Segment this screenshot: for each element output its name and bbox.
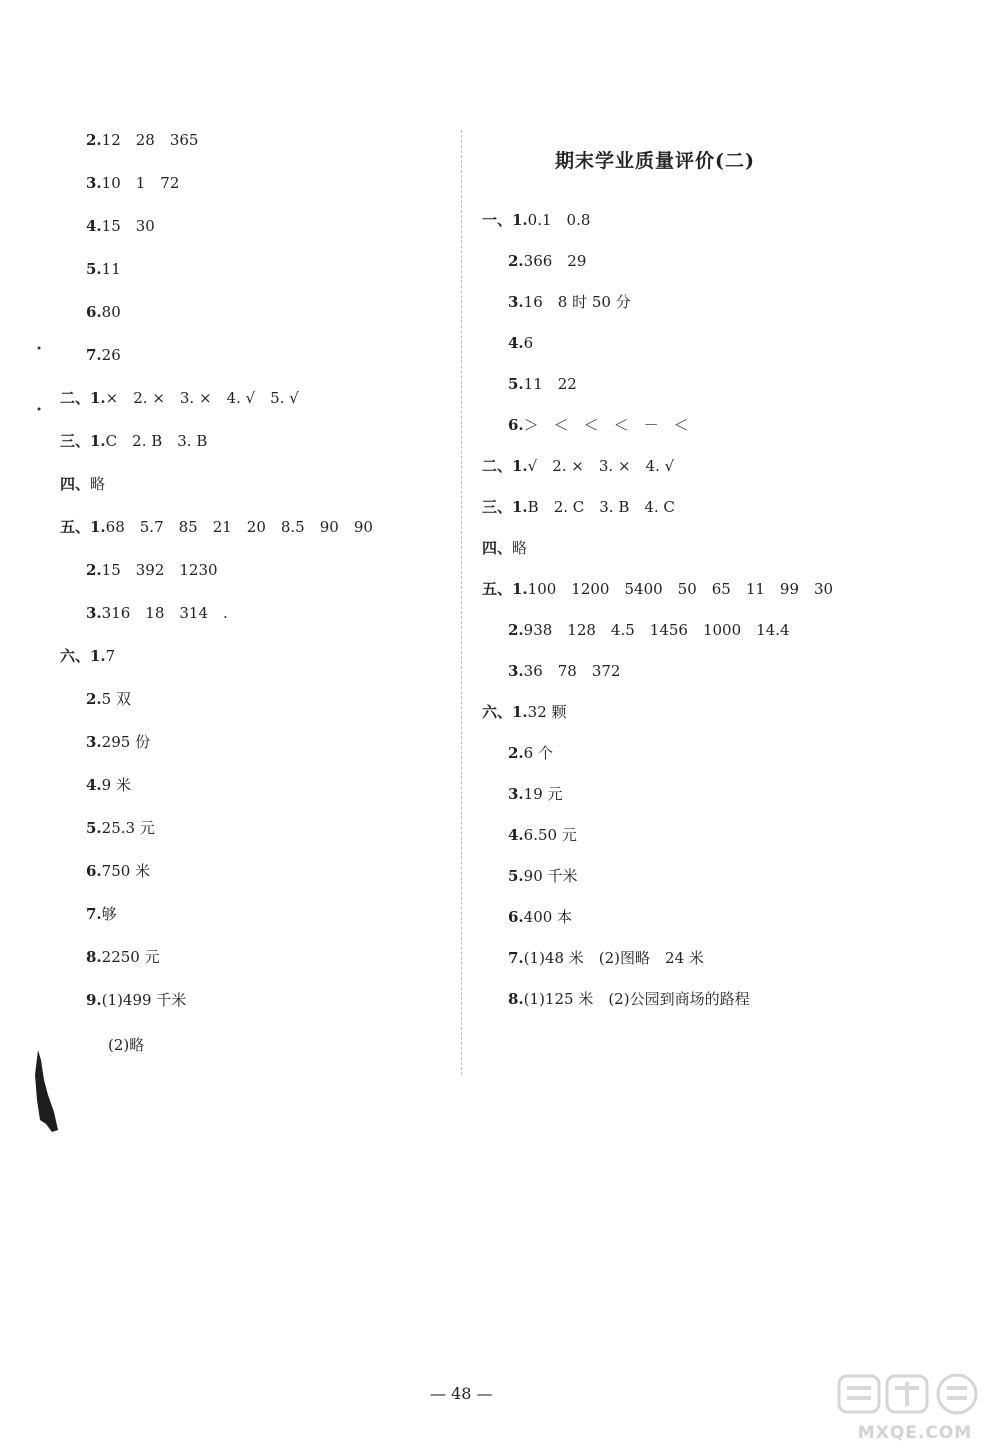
answer-line: 3.16 8 时 50 分 [508, 293, 631, 311]
answer-line: 8.(1)125 米 (2)公园到商场的路程 [508, 990, 750, 1008]
answer-line: 4.6 [508, 334, 534, 352]
answer-line: 五、1.100 1200 5400 50 65 11 99 30 [482, 580, 834, 598]
watermark-logo [835, 1372, 995, 1444]
answer-line: 四、略 [60, 475, 106, 493]
answer-line: 6.400 本 [508, 908, 573, 926]
answer-line: 7.26 [86, 346, 121, 364]
answer-line: 六、1.32 颗 [482, 703, 567, 721]
column-divider [461, 130, 462, 1075]
answer-line: 4.9 米 [86, 776, 131, 794]
answer-line: 三、1.C 2. B 3. B [60, 432, 208, 450]
answer-line: 7.够 [86, 905, 117, 923]
answer-line: 二、1.√ 2. × 3. × 4. √ [482, 457, 675, 475]
answer-line: 三、1.B 2. C 3. B 4. C [482, 498, 675, 516]
answer-line: 6.750 米 [86, 862, 151, 880]
scan-smudge [32, 1050, 62, 1135]
answer-line: 2.5 双 [86, 690, 131, 708]
answer-line: 5.11 22 [508, 375, 577, 393]
answer-line: 3.316 18 314 . [86, 604, 228, 622]
answer-line: 二、1.× 2. × 3. × 4. √ 5. √ [60, 389, 299, 407]
answer-line: 2.366 29 [508, 252, 587, 270]
answer-line: 3.19 元 [508, 785, 563, 803]
answer-line: 5.25.3 元 [86, 819, 155, 837]
answer-line: 六、1.7 [60, 647, 116, 665]
svg-text:MXQE.COM: MXQE.COM [857, 1423, 973, 1443]
answer-line: 2.15 392 1230 [86, 561, 218, 579]
answer-line: 9.(1)499 千米 [86, 991, 187, 1009]
answer-line: 2.12 28 365 [86, 131, 199, 149]
answer-line: 6.＞ ＜ ＜ ＜ － ＜ [508, 416, 689, 434]
scan-mark [36, 345, 42, 415]
answer-line: 6.80 [86, 303, 121, 321]
answer-line: 3.36 78 372 [508, 662, 621, 680]
answer-line: 4.6.50 元 [508, 826, 577, 844]
answer-line: 3.295 份 [86, 733, 151, 751]
answer-line: 2.938 128 4.5 1456 1000 14.4 [508, 621, 790, 639]
answer-line: 3.10 1 72 [86, 174, 180, 192]
answer-line: 2.6 个 [508, 744, 553, 762]
answer-line: 5.90 千米 [508, 867, 578, 885]
answer-line: (2)略 [108, 1036, 145, 1054]
answer-line: 5.11 [86, 260, 121, 278]
answer-line: 一、1.0.1 0.8 [482, 211, 591, 229]
answer-line: 4.15 30 [86, 217, 155, 235]
answer-line: 四、略 [482, 539, 528, 557]
page-number: — 48 — [430, 1384, 493, 1403]
answer-line: 7.(1)48 米 (2)图略 24 米 [508, 949, 704, 967]
answer-line: 8.2250 元 [86, 948, 160, 966]
answer-line: 五、1.68 5.7 85 21 20 8.5 90 90 [60, 518, 373, 536]
section-title: 期末学业质量评价(二) [555, 150, 755, 172]
